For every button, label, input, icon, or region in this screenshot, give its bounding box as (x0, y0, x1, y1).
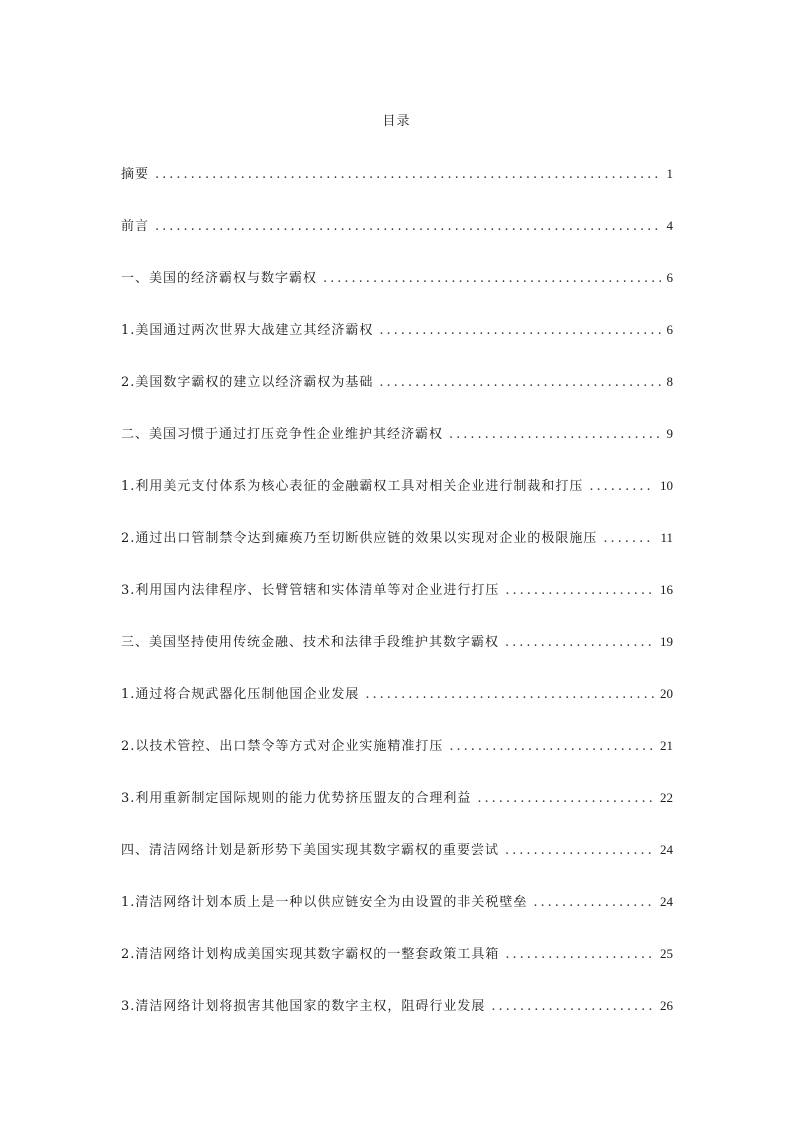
toc-entry-page: 24 (660, 894, 673, 909)
toc-entry[interactable] (121, 892, 673, 944)
toc-entry-page: 24 (660, 842, 673, 857)
toc-entry-page: 20 (660, 686, 673, 701)
toc-entry-page: 25 (660, 946, 673, 961)
toc-entry-text: 前言 (121, 219, 150, 234)
toc-leader-dots (505, 581, 654, 601)
toc-entry-page: 22 (660, 790, 673, 805)
toc-leader-dots (603, 529, 654, 549)
toc-list (121, 164, 673, 1048)
toc-entry-page: 21 (660, 738, 673, 753)
toc-entry-page: 6 (666, 270, 673, 285)
toc-entry-page: 4 (666, 218, 673, 233)
toc-entry[interactable] (121, 424, 673, 476)
toc-entry[interactable] (121, 840, 673, 892)
toc-leader-dots (155, 165, 660, 185)
toc-entry-text: 2.以技术管控、出口禁令等方式对企业实施精准打压 (121, 739, 444, 754)
toc-entry[interactable] (121, 320, 673, 372)
toc-entry-text: 3.利用重新制定国际规则的能力优势挤压盟友的合理利益 (121, 791, 472, 806)
toc-entry[interactable] (121, 372, 673, 424)
toc-entry-page: 8 (666, 374, 673, 389)
toc-entry-page: 10 (660, 478, 673, 493)
toc-entry-text: 二、美国习惯于通过打压竞争性企业维护其经济霸权 (121, 427, 444, 442)
toc-entry-page: 19 (660, 634, 673, 649)
toc-entry-text: 2.通过出口管制禁令达到瘫痪乃至切断供应链的效果以实现对企业的极限施压 (121, 531, 598, 546)
toc-entry-text: 1.美国通过两次世界大战建立其经济霸权 (121, 323, 374, 338)
toc-entry-text: 1.通过将合规武器化压制他国企业发展 (121, 687, 360, 702)
toc-leader-dots (379, 373, 660, 393)
toc-entry[interactable] (121, 944, 673, 996)
toc-entry[interactable] (121, 736, 673, 788)
toc-entry[interactable] (121, 476, 673, 528)
toc-entry[interactable] (121, 164, 673, 216)
toc-entry-text: 3.清洁网络计划将损害其他国家的数字主权，阻碍行业发展 (121, 999, 486, 1014)
toc-entry[interactable] (121, 788, 673, 840)
toc-entry[interactable] (121, 580, 673, 632)
toc-leader-dots (323, 269, 660, 289)
toc-leader-dots (155, 217, 660, 237)
toc-leader-dots (365, 685, 654, 705)
toc-entry-text: 1.利用美元支付体系为核心表征的金融霸权工具对相关企业进行制裁和打压 (121, 479, 584, 494)
toc-entry-text: 2.美国数字霸权的建立以经济霸权为基础 (121, 375, 374, 390)
toc-entry-text: 2.清洁网络计划构成美国实现其数字霸权的一整套政策工具箱 (121, 947, 500, 962)
toc-entry[interactable] (121, 268, 673, 320)
toc-title: 目录 (382, 114, 411, 129)
toc-leader-dots (505, 633, 654, 653)
toc-entry-text: 四、清洁网络计划是新形势下美国实现其数字霸权的重要尝试 (121, 843, 500, 858)
toc-entry-page: 9 (666, 426, 673, 441)
toc-entry-page: 11 (660, 530, 673, 545)
toc-entry[interactable] (121, 528, 673, 580)
toc-leader-dots (533, 893, 654, 913)
toc-entry-text: 三、美国坚持使用传统金融、技术和法律手段维护其数字霸权 (121, 635, 500, 650)
toc-leader-dots (505, 945, 654, 965)
toc-entry-page: 6 (666, 322, 673, 337)
toc-entry-text: 摘要 (121, 167, 150, 182)
toc-leader-dots (379, 321, 660, 341)
toc-entry-text: 3.利用国内法律程序、长臂管辖和实体清单等对企业进行打压 (121, 583, 500, 598)
toc-leader-dots (589, 477, 654, 497)
toc-entry[interactable] (121, 684, 673, 736)
toc-entry[interactable] (121, 216, 673, 268)
toc-entry-page: 16 (660, 582, 673, 597)
toc-leader-dots (449, 425, 660, 445)
toc-leader-dots (477, 789, 654, 809)
toc-leader-dots (449, 737, 654, 757)
toc-leader-dots (505, 841, 654, 861)
toc-entry-text: 一、美国的经济霸权与数字霸权 (121, 271, 318, 286)
toc-entry-text: 1.清洁网络计划本质上是一种以供应链安全为由设置的非关税壁垒 (121, 895, 528, 910)
toc-entry[interactable] (121, 996, 673, 1048)
toc-entry-page: 1 (666, 166, 673, 181)
toc-entry-page: 26 (660, 998, 673, 1013)
toc-entry[interactable] (121, 632, 673, 684)
toc-leader-dots (491, 997, 654, 1017)
